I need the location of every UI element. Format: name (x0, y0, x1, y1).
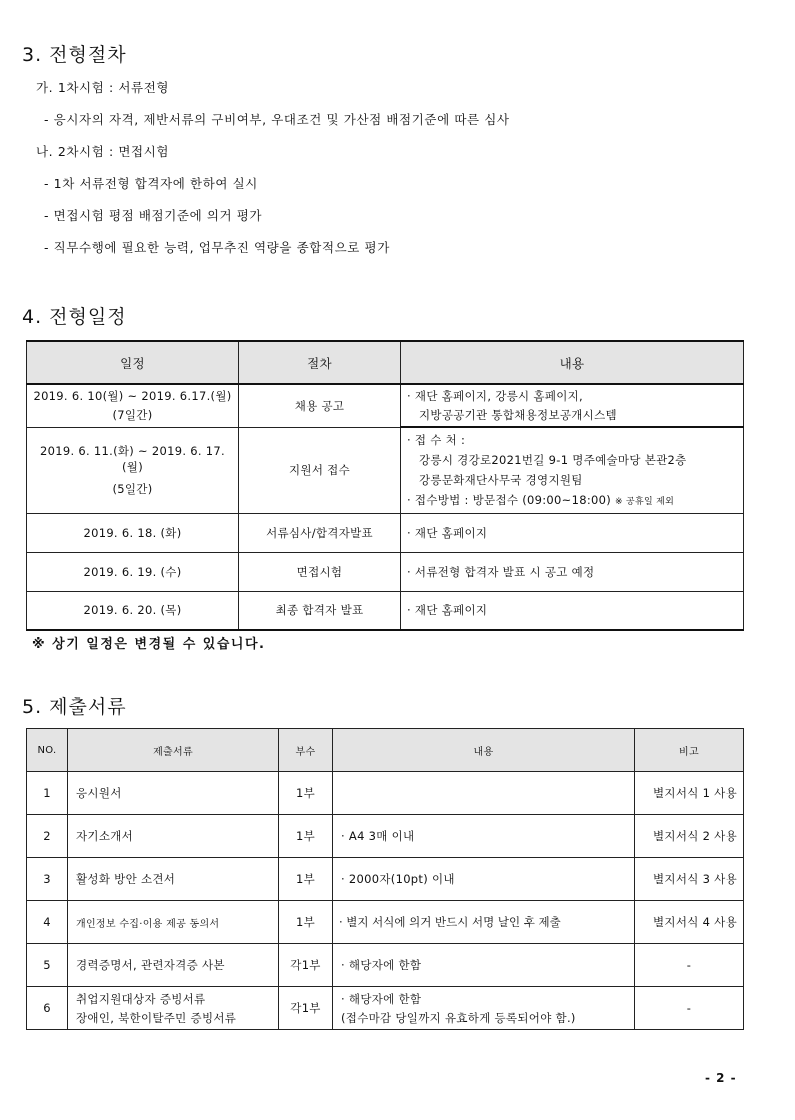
schedule-change-note: ※ 상기 일정은 변경될 수 있습니다. (32, 637, 266, 652)
table-row (27, 552, 744, 591)
document-remark: 별지서식 2 사용 (635, 815, 744, 858)
stage2-heading: 나. 2차시험 : 면접시험 (36, 144, 170, 159)
table-row (27, 772, 744, 815)
schedule-table (26, 340, 744, 631)
schedule-content (401, 427, 744, 513)
table-row (27, 987, 744, 1030)
schedule-date: 2019. 6. 18. (화) (27, 513, 239, 552)
table-row (27, 944, 744, 987)
document-count: 1부 (279, 858, 333, 901)
stage1-description: - 응시자의 자격, 제반서류의 구비여부, 우대조건 및 가산점 배점기준에 따른 심사 (44, 112, 510, 127)
document-count: 1부 (279, 772, 333, 815)
header-content: 내용 (333, 729, 635, 772)
holiday-note: ※ 공휴일 제외 (614, 497, 675, 508)
section-3-title: 3. 전형절차 (22, 44, 127, 66)
document-content: · 별지 서식에 의거 반드시 서명 날인 후 제출 (333, 901, 635, 944)
section-4-title: 4. 전형일정 (22, 306, 127, 328)
stage2-description-2: - 면접시험 평점 배점기준에 의거 평가 (44, 208, 263, 223)
row-number: 1 (27, 772, 68, 815)
schedule-content: · 서류전형 합격자 발표 시 공고 예정 (401, 552, 744, 591)
documents-table (26, 728, 744, 1030)
header-no: NO. (27, 729, 68, 772)
document-name (68, 987, 279, 1030)
row-number: 3 (27, 858, 68, 901)
document-content: · 2000자(10pt) 이내 (333, 858, 635, 901)
schedule-step: 면접시험 (239, 552, 401, 591)
content-line: (접수마감 당일까지 유효하게 등록되어야 함.) (341, 1010, 576, 1025)
document-count: 1부 (279, 901, 333, 944)
content-line: 지방공공기관 통합채용정보공개시스템 (419, 408, 617, 422)
header-date: 일정 (27, 341, 239, 384)
table-row (27, 427, 744, 513)
header-content: 내용 (401, 341, 744, 384)
document-remark: 별지서식 3 사용 (635, 858, 744, 901)
document-content: · 해당자에 한함 (333, 944, 635, 987)
content-line: · 접 수 처 : (407, 433, 466, 448)
schedule-header-row (27, 341, 744, 384)
stage1-heading: 가. 1차시험 : 서류전형 (36, 80, 170, 95)
date-range: 2019. 6. 10(월) ~ 2019. 6.17.(월) (33, 389, 232, 404)
document-count: 각1부 (279, 944, 333, 987)
date-range: 2019. 6. 11.(화) ~ 2019. 6. 17.(월) (39, 444, 226, 474)
document-count: 각1부 (279, 987, 333, 1030)
schedule-content (401, 384, 744, 427)
schedule-step: 최종 합격자 발표 (239, 591, 401, 630)
header-step: 절차 (239, 341, 401, 384)
document-content (333, 772, 635, 815)
date-duration: (5일간) (112, 482, 153, 496)
schedule-date (27, 427, 239, 513)
schedule-content: · 재단 홈페이지 (401, 513, 744, 552)
row-number: 6 (27, 987, 68, 1030)
row-number: 4 (27, 901, 68, 944)
document-remark: - (635, 944, 744, 987)
header-remark: 비고 (635, 729, 744, 772)
content-line: 강릉문화재단사무국 경영지원팀 (419, 473, 583, 488)
date-duration: (7일간) (112, 408, 153, 423)
document-name-line: 취업지원대상자 증빙서류 (76, 991, 206, 1006)
table-row (27, 513, 744, 552)
schedule-step: 서류심사/합격자발표 (239, 513, 401, 552)
document-name: 자기소개서 (68, 815, 279, 858)
document-remark: 별지서식 1 사용 (635, 772, 744, 815)
row-number: 5 (27, 944, 68, 987)
content-line: 강릉시 경강로2021번길 9-1 명주예술마당 본관2층 (419, 453, 687, 468)
documents-header-row (27, 729, 744, 772)
schedule-step: 지원서 접수 (239, 427, 401, 513)
page-number: - 2 - (705, 1071, 737, 1085)
header-count: 부수 (279, 729, 333, 772)
document-content (333, 987, 635, 1030)
row-number: 2 (27, 815, 68, 858)
schedule-date: 2019. 6. 20. (목) (27, 591, 239, 630)
schedule-date (27, 384, 239, 427)
content-line: · 해당자에 한함 (341, 991, 422, 1006)
document-name: 경력증명서, 관련자격증 사본 (68, 944, 279, 987)
schedule-content: · 재단 홈페이지 (401, 591, 744, 630)
section-5-title: 5. 제출서류 (22, 696, 127, 718)
table-row (27, 858, 744, 901)
content-line (407, 492, 739, 508)
submission-method: · 접수방법 : 방문접수 (09:00~18:00) (407, 493, 612, 508)
schedule-step: 채용 공고 (239, 384, 401, 427)
table-row (27, 901, 744, 944)
schedule-date: 2019. 6. 19. (수) (27, 552, 239, 591)
table-row (27, 815, 744, 858)
table-row (27, 384, 744, 427)
stage2-description-3: - 직무수행에 필요한 능력, 업무추진 역량을 종합적으로 평가 (44, 240, 390, 255)
table-row (27, 591, 744, 630)
header-document: 제출서류 (68, 729, 279, 772)
document-remark: 별지서식 4 사용 (635, 901, 744, 944)
document-remark: - (635, 987, 744, 1030)
document-name: 응시원서 (68, 772, 279, 815)
document-content: · A4 3매 이내 (333, 815, 635, 858)
document-name: 활성화 방안 소견서 (68, 858, 279, 901)
content-line: · 재단 홈페이지, 강릉시 홈페이지, (407, 389, 584, 403)
document-count: 1부 (279, 815, 333, 858)
document-name: 개인정보 수집·이용 제공 동의서 (68, 901, 279, 944)
stage2-description-1: - 1차 서류전형 합격자에 한하여 실시 (44, 176, 258, 191)
document-name-line: 장애인, 북한이탈주민 증빙서류 (76, 1010, 237, 1025)
